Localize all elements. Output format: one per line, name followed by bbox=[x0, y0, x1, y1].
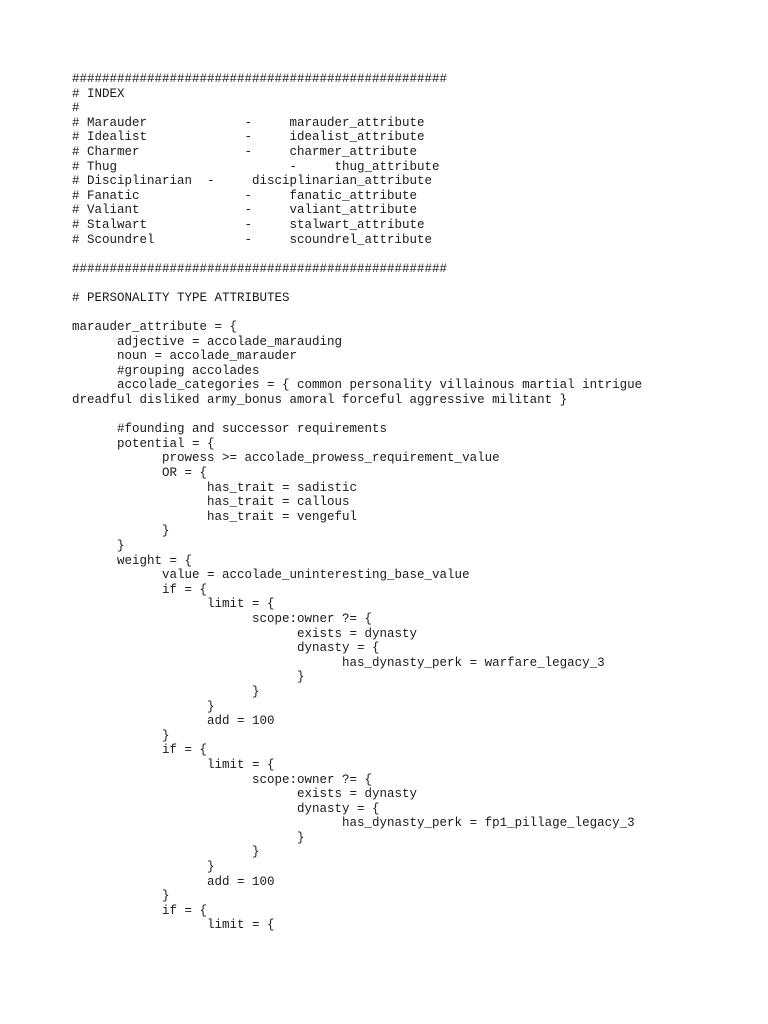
code-line: exists = dynasty bbox=[72, 626, 418, 641]
code-line: #grouping accolades bbox=[72, 363, 260, 378]
code-line: } bbox=[72, 670, 305, 685]
code-line: scope:owner ?= { bbox=[72, 611, 373, 626]
code-line bbox=[72, 247, 752, 262]
code-line: has_dynasty_perk = warfare_legacy_3 bbox=[72, 655, 605, 670]
code-line: } bbox=[72, 860, 215, 875]
code-line: # PERSONALITY TYPE ATTRIBUTES bbox=[72, 290, 290, 305]
code-line: } bbox=[72, 524, 170, 539]
code-line: limit = { bbox=[72, 757, 275, 772]
code-line: # Thug - thug_attribute bbox=[72, 159, 440, 174]
code-listing bbox=[72, 72, 752, 933]
code-line: } bbox=[72, 830, 305, 845]
code-line: } bbox=[72, 684, 260, 699]
code-line: } bbox=[72, 539, 125, 553]
code-line: # bbox=[72, 101, 80, 116]
code-line: # INDEX bbox=[72, 86, 125, 101]
code-line: limit = { bbox=[72, 918, 275, 933]
code-line: has_trait = sadistic bbox=[72, 480, 358, 495]
code-line: if = { bbox=[72, 743, 208, 758]
code-line: dynasty = { bbox=[72, 641, 380, 656]
code-line: accolade_categories = { common personality villainous martial intrigue bbox=[72, 378, 643, 393]
code-line: # Fanatic - fanatic_attribute bbox=[72, 188, 418, 203]
code-line: # Stalwart - stalwart_attribute bbox=[72, 217, 425, 232]
code-line: # Disciplinarian - disciplinarian_attribute bbox=[72, 174, 433, 189]
code-line: potential = { bbox=[72, 436, 215, 451]
code-line: has_trait = callous bbox=[72, 495, 350, 510]
code-line: add = 100 bbox=[72, 874, 275, 889]
code-line: limit = { bbox=[72, 597, 275, 612]
code-line: dreadful disliked army_bonus amoral forceful aggressive militant } bbox=[72, 393, 568, 408]
code-line: scope:owner ?= { bbox=[72, 772, 373, 787]
code-line: dynasty = { bbox=[72, 801, 380, 816]
code-line: exists = dynasty bbox=[72, 787, 418, 802]
code-line: # Scoundrel - scoundrel_attribute bbox=[72, 232, 433, 247]
code-line: noun = accolade_marauder bbox=[72, 349, 298, 364]
code-line: } bbox=[72, 845, 260, 860]
code-line: weight = { bbox=[72, 553, 193, 568]
code-line: has_dynasty_perk = fp1_pillage_legacy_3 bbox=[72, 816, 635, 831]
code-line: OR = { bbox=[72, 466, 208, 481]
code-line: ################################################## bbox=[72, 261, 448, 276]
code-line: # Marauder - marauder_attribute bbox=[72, 115, 425, 130]
code-line: value = accolade_uninteresting_base_value bbox=[72, 568, 470, 583]
code-line: } bbox=[72, 889, 170, 904]
code-line: prowess >= accolade_prowess_requirement_value bbox=[72, 451, 500, 466]
code-line bbox=[72, 306, 752, 321]
code-line: if = { bbox=[72, 582, 208, 597]
code-line: # Charmer - charmer_attribute bbox=[72, 144, 418, 159]
code-line: # Idealist - idealist_attribute bbox=[72, 130, 425, 145]
code-line: adjective = accolade_marauding bbox=[72, 334, 343, 349]
code-line: add = 100 bbox=[72, 714, 275, 729]
code-line: has_trait = vengeful bbox=[72, 509, 358, 524]
code-line: # Valiant - valiant_attribute bbox=[72, 203, 418, 218]
code-line: marauder_attribute = { bbox=[72, 320, 238, 335]
code-line: ################################################## bbox=[72, 72, 448, 86]
code-line: #founding and successor requirements bbox=[72, 422, 388, 437]
code-line: if = { bbox=[72, 903, 208, 918]
code-line: } bbox=[72, 728, 170, 743]
code-line bbox=[72, 276, 752, 291]
code-line bbox=[72, 408, 752, 423]
code-line: } bbox=[72, 699, 215, 714]
